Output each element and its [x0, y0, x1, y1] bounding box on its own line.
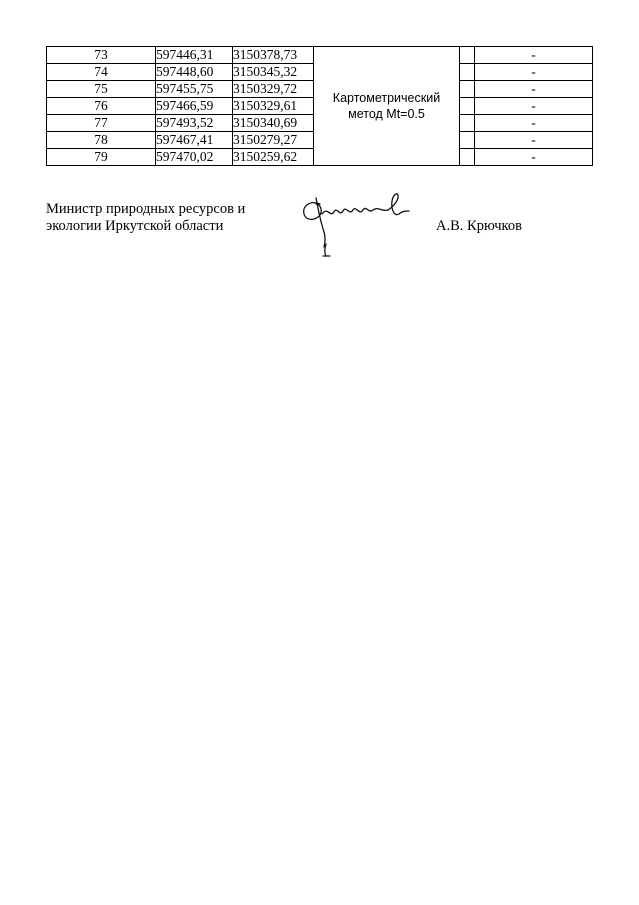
coordinate-x: 597446,31: [156, 47, 233, 64]
gap-cell: [460, 149, 475, 166]
gap-cell: [460, 115, 475, 132]
method-line1: Картометрический: [332, 91, 441, 105]
signatory-title-line2: экологии Иркутской области: [46, 218, 224, 234]
signature-mark: [298, 190, 410, 260]
note-cell: -: [475, 81, 593, 98]
point-number: 73: [47, 47, 156, 64]
gap-cell: [460, 47, 475, 64]
signatory-title-line1: Министр природных ресурсов и: [46, 201, 246, 217]
note-cell: -: [475, 132, 593, 149]
note-cell: -: [475, 98, 593, 115]
note-cell: -: [475, 64, 593, 81]
gap-cell: [460, 64, 475, 81]
coordinate-y: 3150279,27: [233, 132, 314, 149]
coordinate-y: 3150340,69: [233, 115, 314, 132]
point-number: 78: [47, 132, 156, 149]
point-number: 75: [47, 81, 156, 98]
note-cell: -: [475, 47, 593, 64]
coordinate-x: 597467,41: [156, 132, 233, 149]
signatory-name: А.В. Крючков: [436, 218, 522, 234]
coordinate-y: 3150329,61: [233, 98, 314, 115]
method-line2: метод Mt=0.5: [348, 107, 425, 121]
coordinate-x: 597466,59: [156, 98, 233, 115]
coordinates-table: [46, 46, 593, 166]
point-number: 74: [47, 64, 156, 81]
note-cell: -: [475, 149, 593, 166]
coordinate-x: 597470,02: [156, 149, 233, 166]
coordinate-x: 597493,52: [156, 115, 233, 132]
point-number: 77: [47, 115, 156, 132]
coordinate-x: 597455,75: [156, 81, 233, 98]
point-number: 76: [47, 98, 156, 115]
gap-cell: [460, 98, 475, 115]
gap-cell: [460, 81, 475, 98]
point-number: 79: [47, 149, 156, 166]
gap-cell: [460, 132, 475, 149]
coordinate-x: 597448,60: [156, 64, 233, 81]
signatory-title: [46, 201, 245, 235]
coordinate-y: 3150329,72: [233, 81, 314, 98]
coordinate-y: 3150345,32: [233, 64, 314, 81]
table-row: [47, 47, 593, 64]
note-cell: -: [475, 115, 593, 132]
method-cell: [314, 47, 460, 166]
coordinate-y: 3150378,73: [233, 47, 314, 64]
coordinate-y: 3150259,62: [233, 149, 314, 166]
